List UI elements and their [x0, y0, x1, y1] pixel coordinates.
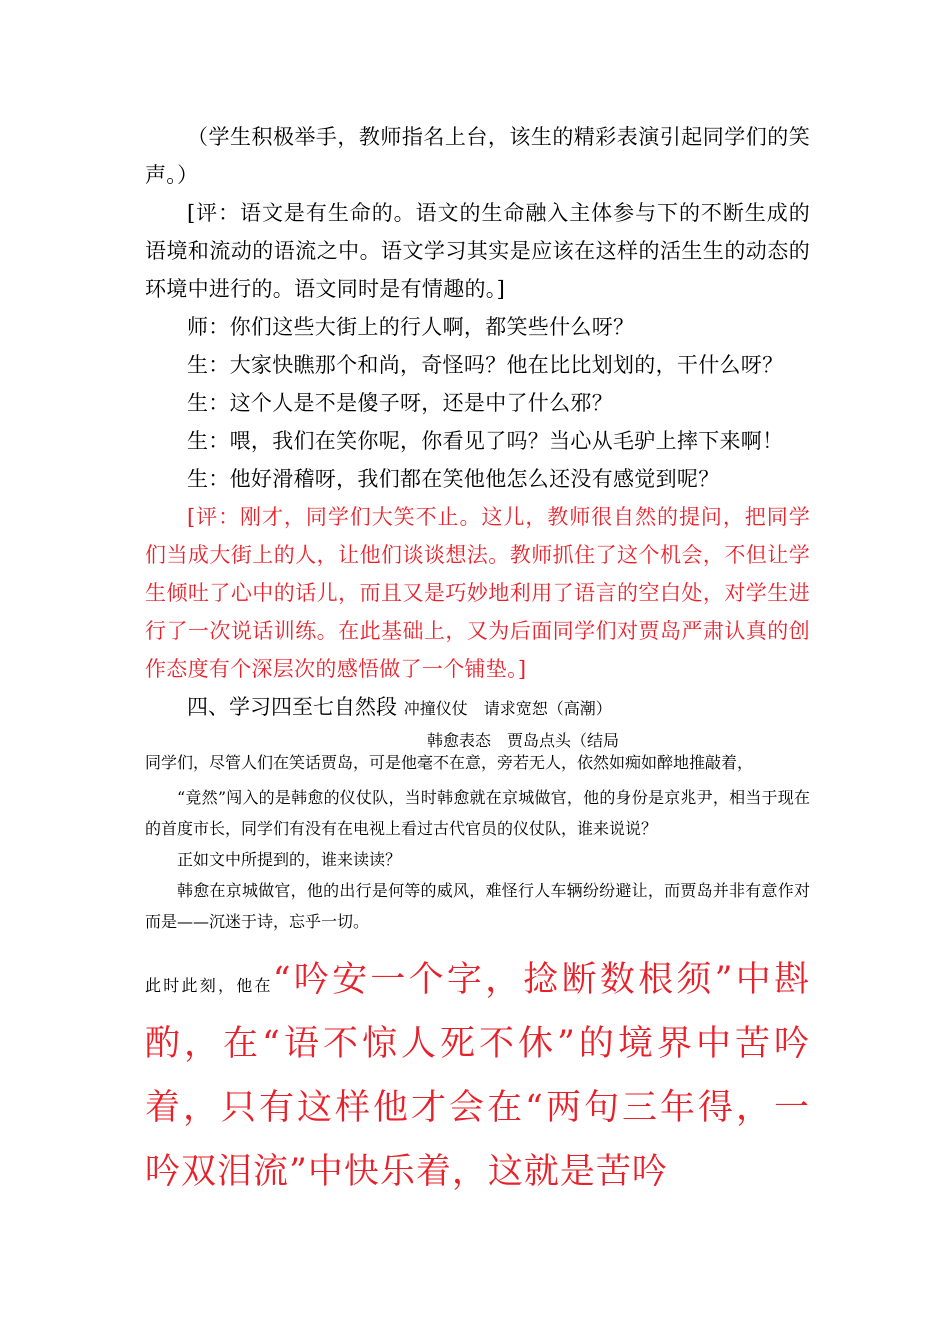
dialogue-student-3: 生：喂，我们在笑你呢，你看见了吗？当心从毛驴上摔下来啊！ — [187, 429, 784, 453]
section-heading-title: 四、学习四至七自然段 — [187, 695, 397, 719]
body-paragraph-2: “竟然”闯入的是韩愈的仪仗队，当时韩愈就在京城做官，他的身份是京兆尹，相当于现在的首度市长，同学们有没有在电视上看过古代官员的仪仗队，谁来说说？ — [145, 788, 810, 838]
dialogue-student-2: 生：这个人是不是傻子呀，还是中了什么邪？ — [187, 391, 613, 415]
paragraph-commentary-1: [评：语文是有生命的。语文的生命融入主体参与下的不断生成的语境和流动的语流之中。语文学习其实是应该在这样的活生生的动态的环境中进行的。语文同时是有情趣的。] — [145, 201, 810, 301]
section-heading — [145, 688, 810, 728]
document-page — [145, 118, 810, 1207]
body-paragraph-3: 正如文中所提到的，谁来读读？ — [177, 850, 402, 869]
dialogue-student-4: 生：他好滑稽呀，我们都在笑他他怎么还没有感觉到呢？ — [187, 467, 720, 491]
paragraph-commentary-2: [评：刚才，同学们大笑不止。这儿，教师很自然的提问，把同学们当成大街上的人，让他们谈谈想法。教师抓住了这个机会，不但让学生倾吐了心中的话儿，而且又是巧妙地利用了语言的空白处，对学生进行了一次说话训练。在此基础上，又为后面同学们对贾岛严肃认真的创作态度有个深层次的感悟做了一个铺垫。] — [145, 505, 810, 681]
dialogue-teacher-question: 师：你们这些大街上的行人啊，都笑些什么呀？ — [187, 315, 635, 339]
final-lead-text: 此时此刻，他在 — [145, 976, 273, 995]
section-subline: 韩愈表态 贾岛点头（结局 — [427, 731, 620, 750]
body-paragraph-4: 韩愈在京城做官，他的出行是何等的威风，难怪行人车辆纷纷避让，而贾岛并非有意作对而是——沉迷于诗，忘乎一切。 — [145, 881, 810, 931]
paragraph-student-performance: （学生积极举手，教师指名上台，该生的精彩表演引起同学们的笑声。） — [145, 125, 810, 187]
final-highlight-text: “吟安一个字，捻断数根须”中斟酌，在“语不惊人死不休”的境界中苦吟着，只有这样他才会在“两句三年得，一吟双泪流”中快乐着，这就是苦吟 — [145, 960, 810, 1192]
body-paragraph-1: 同学们，尽管人们在笑话贾岛，可是他毫不在意，旁若无人，依然如痴如醉地推敲着， — [145, 753, 754, 772]
dialogue-student-1: 生：大家快瞧那个和尚，奇怪吗？他在比比划划的，干什么呀？ — [187, 353, 784, 377]
body-paragraph-final — [145, 951, 810, 1207]
section-heading-subtitle: 冲撞仪仗 请求宽恕（高潮） — [403, 699, 612, 718]
